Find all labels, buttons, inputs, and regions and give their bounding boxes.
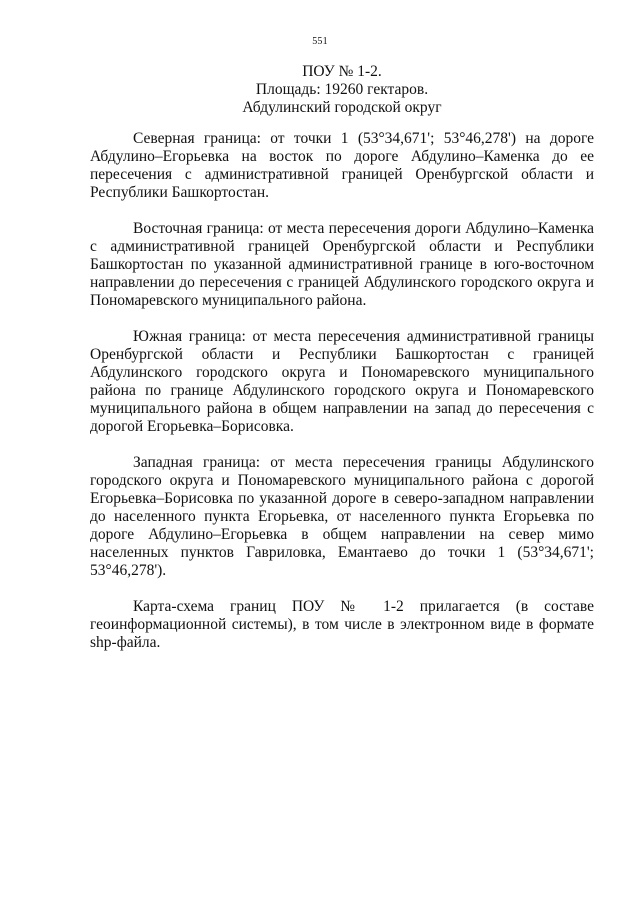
south-border-paragraph: Южная граница: от места пересечения административной границы Оренбургской области и Республики Башкортостан с границей Абдулинского городского округа и Пономаревского муниципального района по границе Абдулинского городского округа и Пономаревского муниципального района в общем направлении на запад до пересечения с дорогой Егорьевка–Борисовка. <box>90 328 594 435</box>
document-title: ПОУ № 1-2. <box>302 63 382 80</box>
north-border-paragraph: Северная граница: от точки 1 (53°34,671'; 53°46,278') на дороге Абдулино–Егорьевка на восток по дороге Абдулино–Каменка до ее пересечения с административной границей Оренбургской области и Республики Башкортостан. <box>90 130 594 201</box>
document-body <box>90 130 594 652</box>
district-line: Абдулинский городской округ <box>242 99 442 116</box>
west-border-paragraph: Западная граница: от места пересечения границы Абдулинского городского округа и Пономаревского муниципального района с дорогой Егорьевка–Борисовка по указанной дороге в северо-западном направлении до населенного пункта Егорьевка, от населенного пункта Егорьевка по дороге Абдулино–Егорьевка в общем направлении на север мимо населенных пунктов Гавриловка, Емантаево до точки 1 (53°34,671'; 53°46,278'). <box>90 454 594 579</box>
east-border-paragraph: Восточная граница: от места пересечения дороги Абдулино–Каменка с административной границей Оренбургской области и Республики Башкортостан по указанной административной границе в юго-восточном направлении до пересечения с границей Абдулинского городского округа и Пономаревского муниципального района. <box>90 220 594 309</box>
page-number: 551 <box>312 36 328 47</box>
map-scheme-paragraph: Карта-схема границ ПОУ № 1-2 прилагается (в составе геоинформационной системы), в том числе в электронном виде в формате shp-файла. <box>90 598 594 651</box>
area-line: Площадь: 19260 гектаров. <box>255 81 429 98</box>
document-header <box>90 63 594 117</box>
